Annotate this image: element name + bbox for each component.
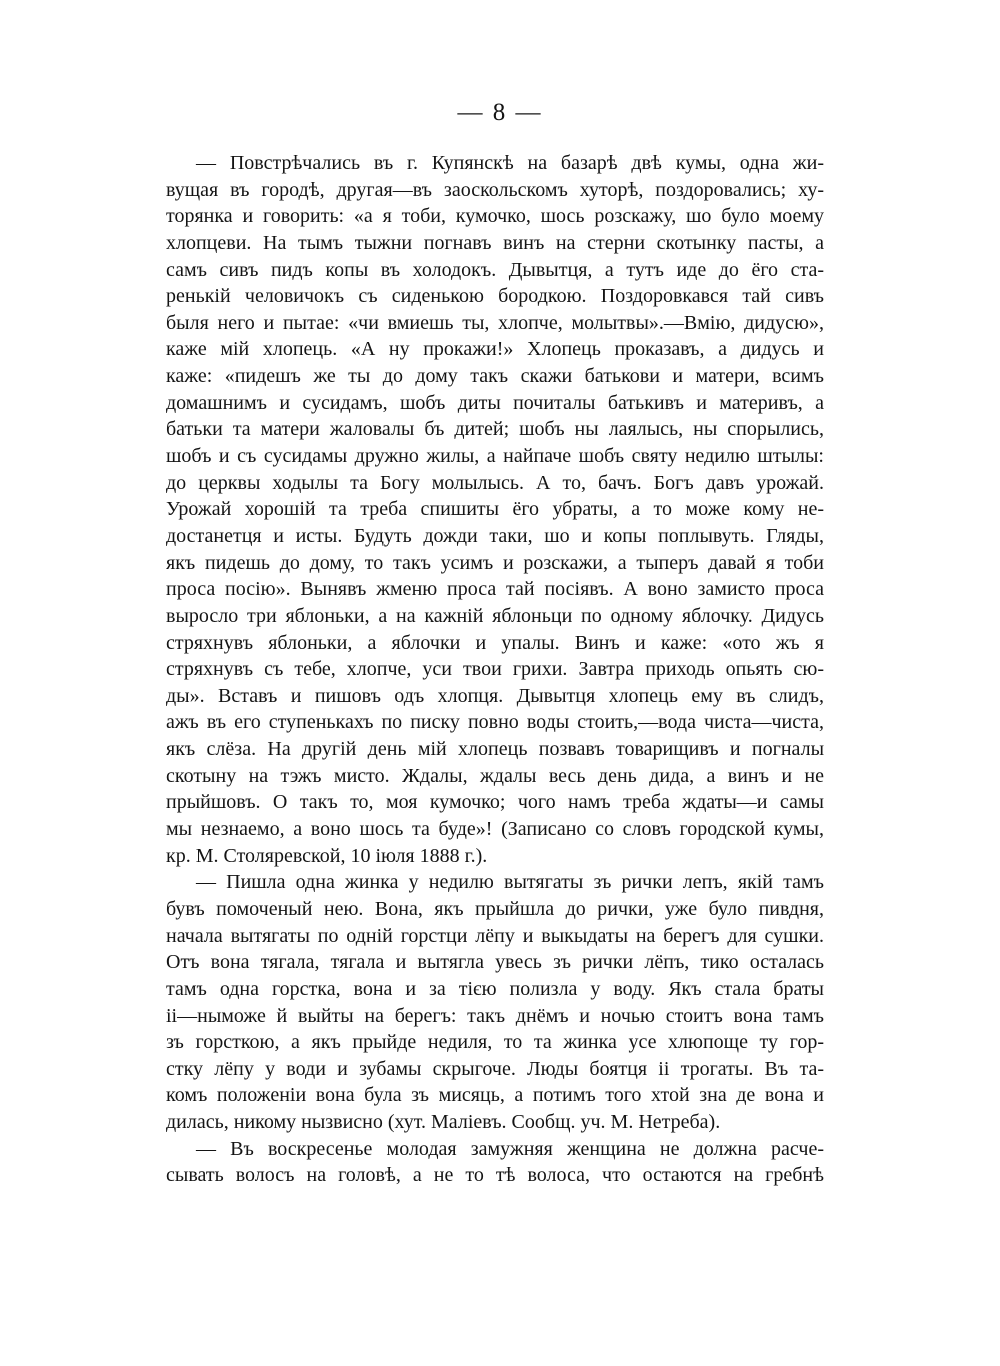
text-line: проса посію». Вынявъ жменю проса тай посіявъ. А воно замисто проса	[166, 578, 824, 601]
page-number: — 8 —	[457, 99, 543, 126]
text-line: до церквы ходылы та Богу молылысь. А то, бачъ. Богъ давъ урожай.	[166, 471, 824, 494]
text-line: домашнимъ и сусидамъ, шобъ диты почиталы батькивъ и материвъ, а	[166, 391, 824, 414]
text-line: сывать волосъ на головѣ, а не то тѣ волоса, что остаются на гребнѣ	[166, 1164, 824, 1187]
text-line: вущая въ городѣ, другая—въ заоскольскомъ хуторѣ, поздоровались; ху-	[166, 178, 824, 201]
text-line: — Въ воскресенье молодая замужняя женщина не должна расче-	[196, 1137, 824, 1160]
text-line: стку лёпу у води и зубамы скрыгоче. Люды боятця ii трогаты. Въ та-	[166, 1057, 824, 1080]
text-line: прыйшовъ. О такъ то, моя кумочко; чого намъ треба ждаты—и самы	[166, 791, 824, 814]
text-line: ренькій человичокъ съ сиденькою бородкою. Поздоровкався тай сивъ	[166, 285, 824, 308]
text-line: быля него и пытае: «чи вмиешь ты, хлопче, молытвы».—Вмію, дидусю»,	[166, 311, 824, 334]
text-line: ii—ныможе й выйты на берегъ: такъ днёмъ и ночью стоитъ вона тамъ	[166, 1004, 824, 1027]
text-line: комъ положеніи вона була зъ мисяць, а потимъ того хтой зна де вона и	[166, 1084, 824, 1107]
text-line: кр. М. Столяревской, 10 іюля 1888 г.).	[166, 844, 488, 867]
text-line: шобъ и съ сусидамы дружно жилы, а найпаче шобъ святу недилю штылы:	[166, 445, 824, 468]
text-line: батьки та матери жаловалы бъ дитей; шобъ ны лаялысь, ны спорылись,	[166, 418, 824, 441]
text-line: — Пишла одна жинка у недилю вытягаты зъ рички лепъ, якій тамъ	[196, 871, 824, 894]
text-line: зъ горсткою, а якъ прыйде недиля, то та жинка усе хлюпоще ту гор-	[166, 1031, 824, 1054]
text-line: якъ слёза. На другій день мій хлопець позвавъ товарищивъ и погналы	[166, 738, 824, 761]
text-line: Отъ вона тягала, тягала и вытягла увесь зъ рички лёпъ, тико осталась	[166, 951, 824, 974]
text-line: тамъ одна горстка, вона и за тією полизла у воду. Якъ стала браты	[166, 977, 824, 1000]
text-line: стряхнувъ яблоньки, а яблочки и упалы. Винъ и каже: «ото жъ я	[166, 631, 824, 654]
text-line: ажъ въ его ступенькахъ по писку повно воды стоить,—вода чиста—чиста,	[166, 711, 824, 734]
text-line: скотыну на тэжъ мисто. Ждалы, ждалы весь день дида, а винъ и не	[166, 764, 824, 787]
body-text	[166, 150, 824, 1189]
text-line: бувъ помоченый нею. Вона, якъ прыйшла до рички, уже було пивдня,	[166, 897, 824, 920]
text-line: мы незнаемо, а воно шось та буде»! (Записано со словъ городской кумы,	[166, 818, 824, 841]
text-line: якъ пидешь до дому, то такъ усимъ и розскажи, а тыперъ давай я тоби	[166, 551, 824, 574]
text-line: самъ сивъ пидъ копы въ холодокъ. Дывытця, а тутъ иде до ёго ста-	[166, 258, 824, 281]
text-line: Урожай хорошій та треба спишиты ёго убраты, а то може кому не-	[166, 498, 824, 521]
text-line: каже: «пидешъ же ты до дому такъ скажи батькови и матери, всимъ	[166, 365, 824, 388]
text-line: торянка и говорить: «а я тоби, кумочко, шось розскажу, шо було моему	[166, 205, 824, 228]
text-line: стряхнувъ съ тебе, хлопче, уси твои грихи. Завтра приходь опьять сю-	[166, 658, 824, 681]
text-line: хлопцеви. На тымъ тыжни погнавъ винъ на стерни скотынку пасты, а	[166, 231, 824, 254]
text-line: выросло три яблоньки, а на кажній яблоньци по одному яблочку. Дидусь	[166, 604, 824, 627]
text-line: каже мій хлопець. «А ну прокажи!» Хлопець проказавъ, а дидусь и	[166, 338, 824, 361]
text-line: дилась, никому нызвисно (хут. Маліевъ. Сообщ. уч. М. Нетреба).	[166, 1111, 721, 1134]
text-line: — Повстрѣчались въ г. Купянскѣ на базарѣ двѣ кумы, одна жи-	[196, 152, 824, 174]
text-line: начала вытягаты по одній горстци лёпу и выкыдаты на берегъ для сушки.	[166, 924, 824, 947]
text-line: достанетця и исты. Будуть дожди таки, шо и копы поплывуть. Гляды,	[166, 524, 824, 547]
text-line: ды». Вставъ и пишовъ одъ хлопця. Дывытця хлопець ему въ слидъ,	[166, 684, 824, 707]
